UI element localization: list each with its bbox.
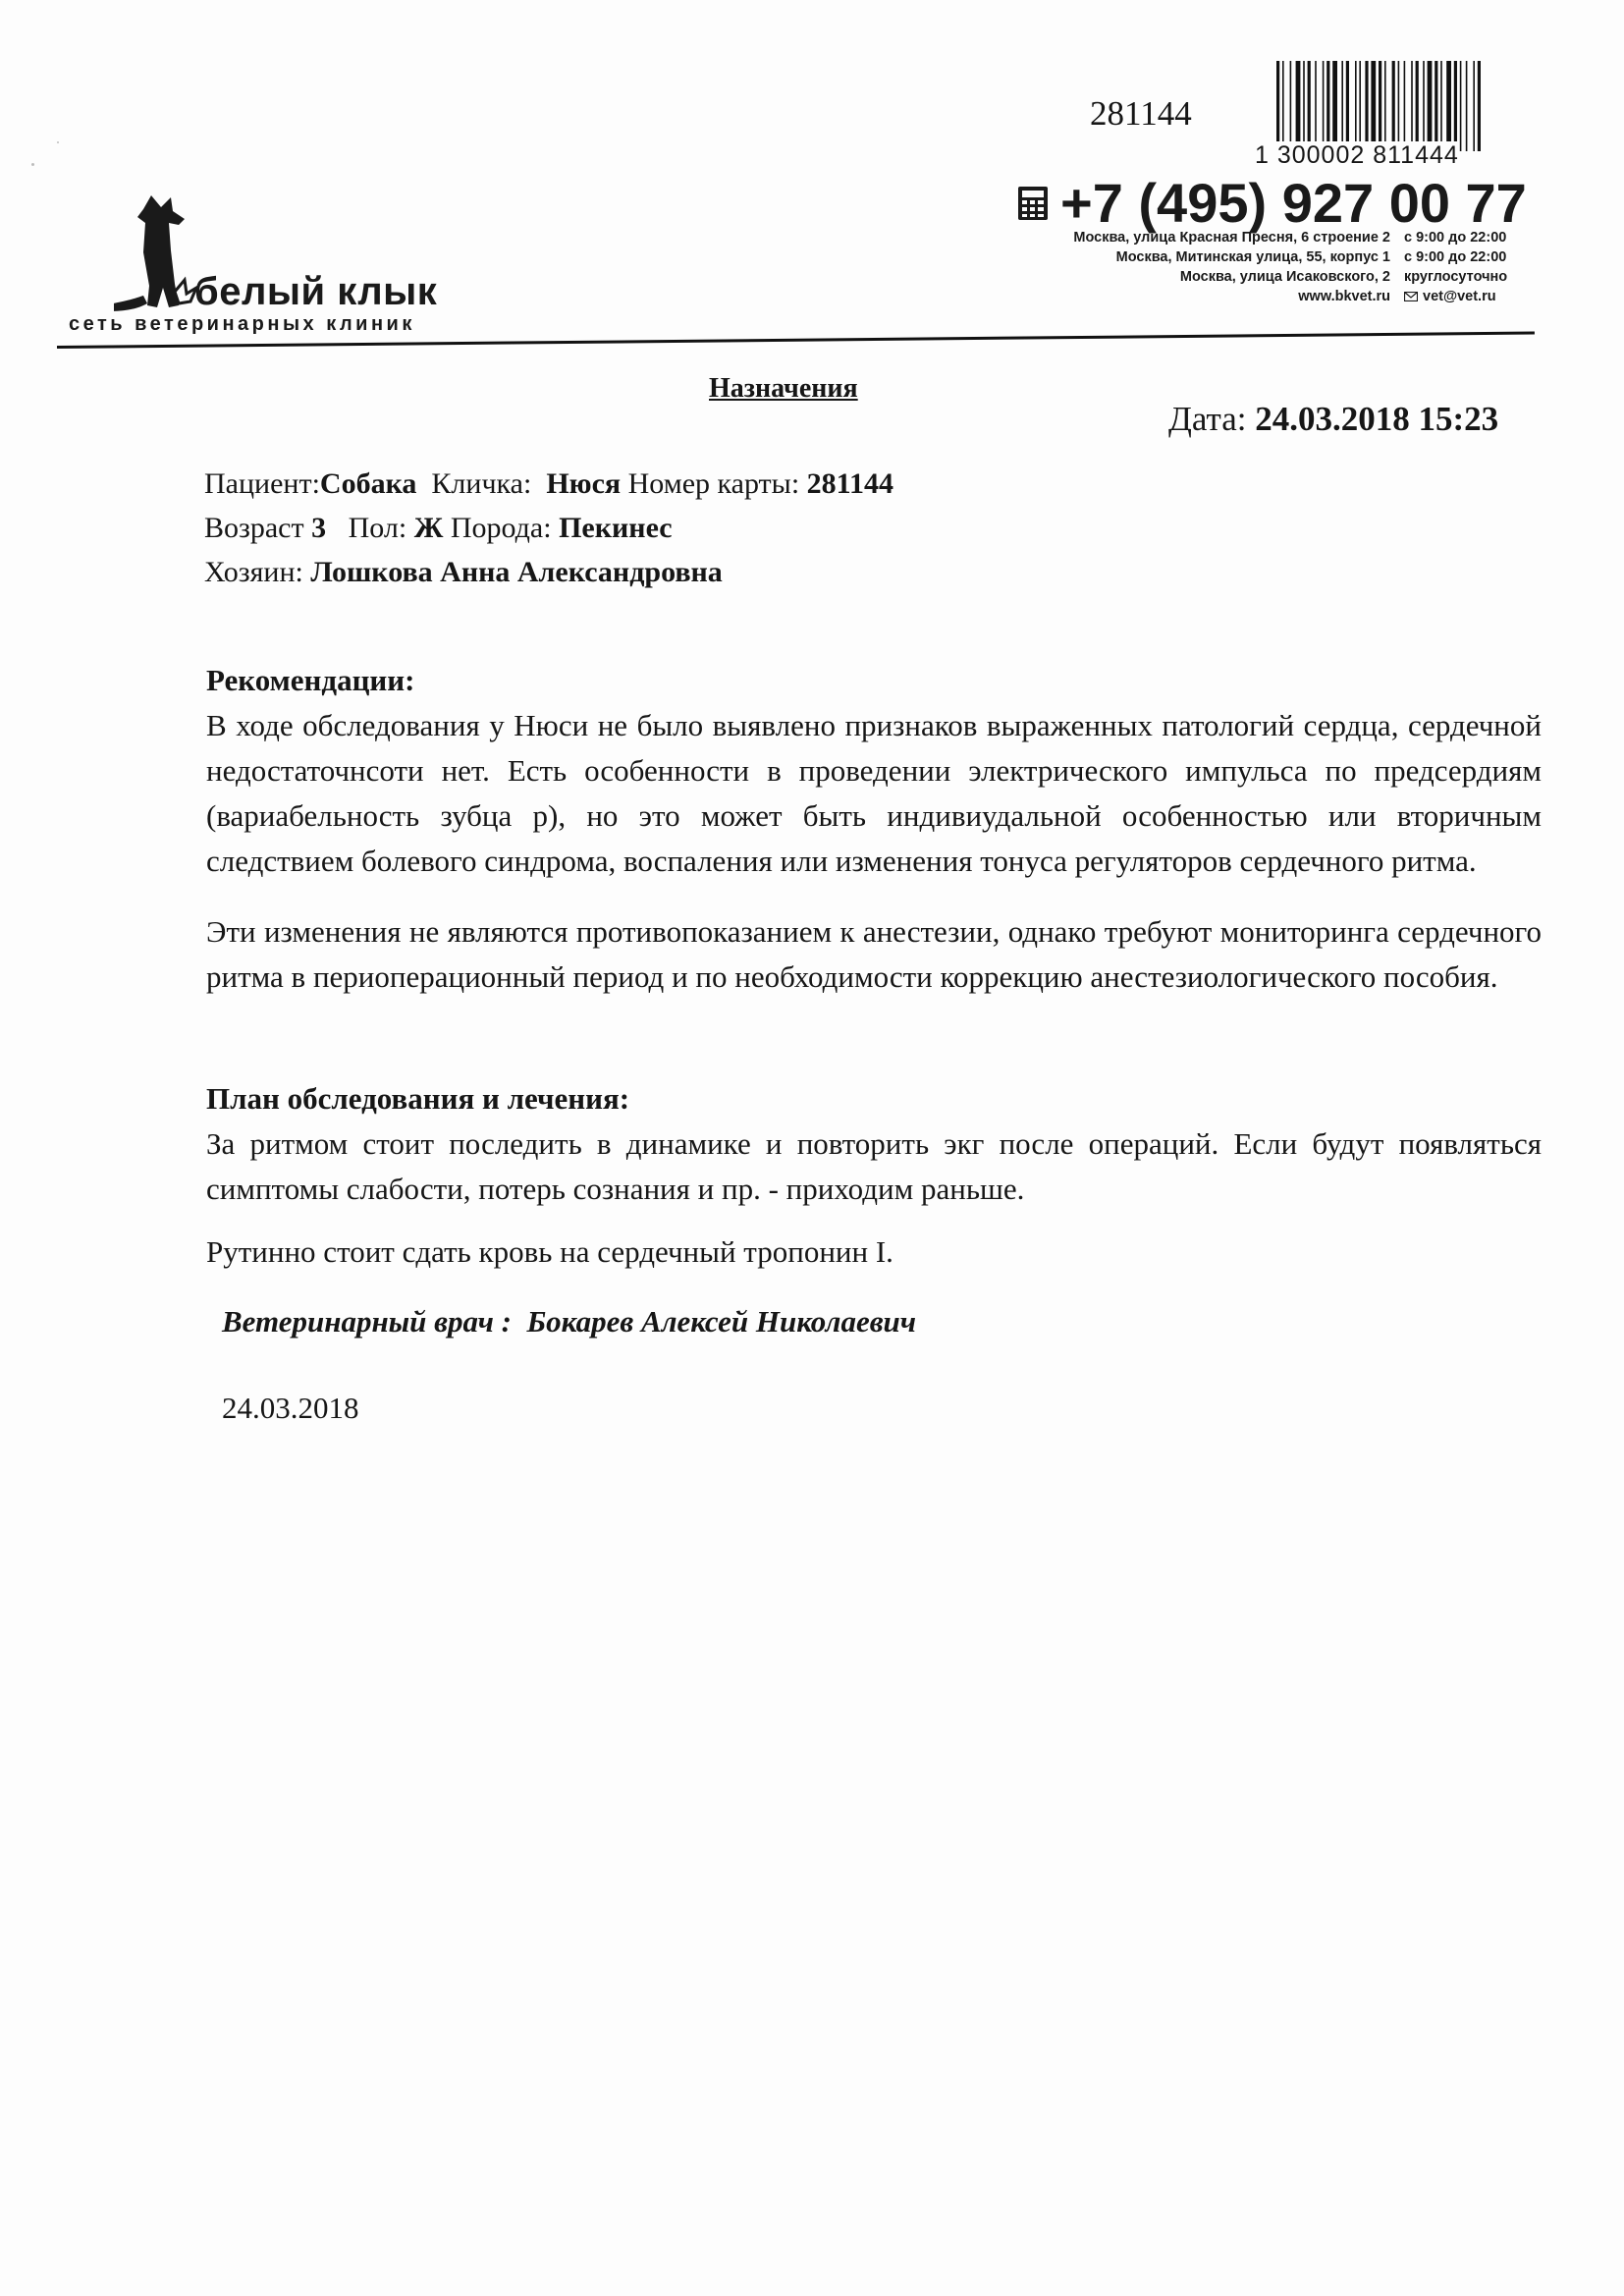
barcode-bar: [1355, 61, 1357, 151]
patient-species: Собака: [319, 467, 417, 500]
email-contact[interactable]: [1390, 287, 1532, 306]
barcode-bar: [1276, 61, 1279, 151]
barcode-bar: [1323, 61, 1325, 151]
barcode-bar: [1303, 61, 1305, 151]
barcode-bar: [1398, 61, 1400, 151]
opening-hours: круглосуточно: [1404, 269, 1508, 285]
card-label: Номер карты:: [627, 467, 800, 500]
calculator-phone-icon: [1017, 186, 1049, 221]
barcode-bar: [1371, 61, 1376, 151]
barcode-bar: [1454, 61, 1457, 151]
patient-age: 3: [311, 512, 327, 544]
barcode-bar: [1384, 61, 1386, 151]
email-address: vet@vet.ru: [1423, 289, 1496, 304]
doctor-signature: [222, 1304, 916, 1339]
clinic-addresses: [1001, 228, 1532, 306]
barcode-bar: [1332, 61, 1337, 151]
barcode-bar: [1404, 61, 1406, 151]
date-label: Дата:: [1168, 400, 1247, 438]
brand-name: белый клык: [194, 270, 438, 313]
address-text: Москва, Митинская улица, 55, корпус 1: [1115, 249, 1390, 265]
barcode-bar: [1428, 61, 1433, 151]
barcode-bar: [1478, 61, 1481, 151]
doctor-label: Ветеринарный врач :: [222, 1304, 512, 1339]
opening-hours: с 9:00 до 22:00: [1404, 230, 1507, 246]
document-title: Назначения: [709, 373, 858, 404]
doctor-name: Бокарев Алексей Николаевич: [526, 1304, 917, 1339]
clinic-logo: [65, 190, 458, 337]
barcode-bar: [1423, 61, 1425, 151]
patient-line: [204, 462, 893, 506]
barcode-bar: [1473, 61, 1475, 151]
age-label: Возраст: [204, 512, 304, 544]
patient-breed: Пекинес: [559, 512, 673, 544]
barcode-bar: [1308, 61, 1311, 151]
address-text: Москва, улица Красная Пресня, 6 строение 2: [1073, 230, 1390, 246]
barcode-bar: [1466, 61, 1468, 151]
barcode-bars: [1274, 61, 1520, 151]
barcode-bar: [1326, 61, 1329, 151]
sex-label: Пол:: [348, 512, 407, 544]
barcode-bar: [1341, 61, 1343, 151]
barcode-bar: [1416, 61, 1419, 151]
address-row: [1001, 267, 1532, 287]
patient-card-number: 281144: [806, 467, 894, 500]
wolf-dog-logo-icon: [114, 190, 207, 317]
scan-speck: [57, 141, 59, 143]
barcode-bar: [1365, 61, 1368, 151]
date-value: 24.03.2018 15:23: [1255, 400, 1499, 438]
plan-paragraph: За ритмом стоит последить в динамике и повторить экг после операций. Если будут появляться симптомы слабости, потерь сознания и пр. - приходим раньше.: [206, 1126, 1542, 1206]
recommendations-section: [206, 658, 1542, 884]
name-label: Кличка:: [431, 467, 532, 500]
patient-sex: Ж: [413, 512, 444, 544]
document-date: [1168, 400, 1498, 439]
plan-heading: План обследования и лечения:: [206, 1081, 630, 1116]
owner-line: [204, 550, 893, 594]
barcode-bar: [1446, 61, 1451, 151]
barcode-bar: [1435, 61, 1437, 151]
barcode-bar: [1296, 61, 1301, 151]
barcode-bar: [1282, 61, 1284, 151]
anesthesia-paragraph: Эти изменения не являются противопоказанием к анестезии, однако требуют мониторинга сердечного ритма в периоперационный период и по необходимости коррекцию анестезиологического пособия.: [206, 914, 1542, 994]
barcode-bar: [1290, 61, 1292, 151]
address-row: [1001, 228, 1532, 247]
address-row: [1001, 247, 1532, 267]
barcode-bar: [1460, 61, 1462, 151]
patient-info: [204, 462, 893, 594]
phone-number: +7 (495) 927 00 77: [1060, 172, 1527, 234]
breed-label: Порода:: [450, 512, 552, 544]
plan-section: [206, 1076, 1542, 1212]
address-text: Москва, улица Исаковского, 2: [1179, 269, 1390, 285]
barcode-bar: [1359, 61, 1361, 151]
barcode-bar: [1315, 61, 1317, 151]
owner-name: Лошкова Анна Александровна: [310, 556, 723, 588]
contact-row: [1001, 287, 1532, 306]
barcode: [1255, 61, 1520, 171]
troponin-paragraph: Рутинно стоит сдать кровь на сердечный тропонин I.: [206, 1234, 893, 1269]
barcode-bar: [1392, 61, 1395, 151]
age-line: [204, 506, 893, 550]
recommendations-heading: Рекомендации:: [206, 663, 415, 697]
signature-date: 24.03.2018: [222, 1391, 359, 1425]
patient-label: Пациент:: [204, 467, 320, 500]
patient-name: Нюся: [546, 467, 622, 500]
brand-tagline: сеть ветеринарных клиник: [69, 313, 415, 335]
owner-label: Хозяин:: [204, 556, 303, 588]
clinic-phone: [1017, 171, 1527, 235]
card-number-header: 281144: [1090, 94, 1192, 133]
barcode-bar: [1411, 61, 1413, 151]
barcode-bar: [1346, 61, 1349, 151]
barcode-bar: [1379, 61, 1381, 151]
opening-hours: с 9:00 до 22:00: [1404, 249, 1507, 265]
scan-speck: [31, 163, 34, 166]
barcode-digits: 1 300002 811444: [1255, 141, 1459, 169]
website-link[interactable]: www.bkvet.ru: [1298, 289, 1390, 304]
barcode-bar: [1440, 61, 1442, 151]
envelope-icon: [1404, 292, 1418, 301]
recommendations-paragraph: В ходе обследования у Нюси не было выявлено признаков выраженных патологий сердца, сердечной недостаточнсоти нет. Есть особенности в проведении электрического импульса по предсердиям (вариабельность зубца р), но это может быть индивиудальной особенностью или вторичным следствием болевого синдрома, воспаления или изменения тонуса регуляторов сердечного ритма.: [206, 708, 1542, 878]
